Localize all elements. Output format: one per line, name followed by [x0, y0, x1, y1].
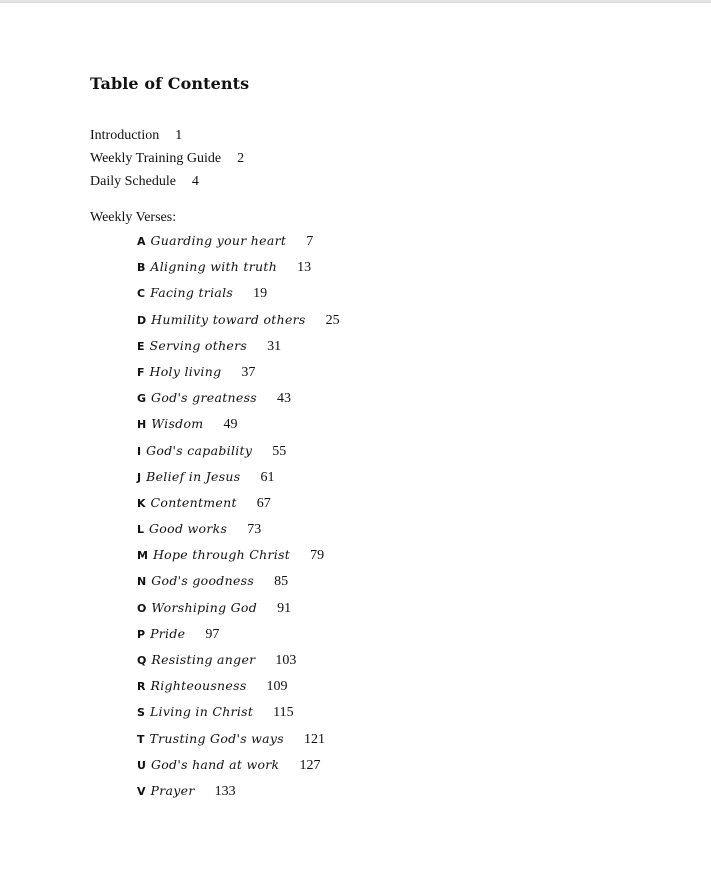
- verse-title: Holy living: [149, 363, 222, 379]
- toc-entry-page: 1: [175, 128, 183, 143]
- verse-page: 19: [253, 286, 268, 302]
- verse-entry: [137, 231, 340, 257]
- verse-page: 109: [266, 679, 288, 695]
- verse-title: Humility toward others: [151, 311, 306, 327]
- verse-page: 85: [274, 574, 289, 590]
- verse-letter: R: [137, 680, 146, 694]
- verse-entry: [137, 441, 340, 467]
- verse-title: Resisting anger: [151, 652, 256, 667]
- toc-entry: [90, 126, 244, 149]
- verse-title: God's goodness: [151, 573, 255, 589]
- toc-entry-page: 4: [191, 174, 199, 189]
- verse-entry: [137, 545, 340, 571]
- verse-entry: [137, 388, 340, 414]
- verse-page: 25: [325, 312, 340, 328]
- verse-letter: E: [137, 339, 145, 353]
- verse-letter: N: [137, 575, 147, 589]
- verse-title: Good works: [149, 521, 228, 537]
- verse-entry: [137, 702, 340, 728]
- verse-page: 115: [273, 705, 294, 721]
- verse-title: Wisdom: [151, 416, 204, 432]
- verse-letter: F: [137, 365, 145, 379]
- toc-entry: [90, 149, 244, 172]
- verse-entry: [137, 257, 340, 283]
- verse-entry: [137, 362, 340, 388]
- verse-entry: [137, 624, 340, 650]
- verse-page: 55: [272, 443, 287, 459]
- verses-heading: Weekly Verses:: [90, 210, 177, 225]
- verse-title: Righteousness: [150, 678, 247, 694]
- toc-entry-page: 2: [237, 151, 245, 166]
- verse-letter: T: [137, 732, 145, 746]
- verse-page: 97: [205, 626, 220, 642]
- verse-page: 37: [241, 364, 256, 380]
- verse-entry: [137, 729, 340, 755]
- verse-page: 133: [214, 783, 236, 799]
- toc-entry-label: Weekly Training Guide: [90, 151, 222, 166]
- verse-title: Guarding your heart: [150, 233, 287, 248]
- verse-entry: [137, 755, 340, 781]
- verse-title: Contentment: [150, 494, 237, 510]
- toc-entry-label: Daily Schedule: [90, 174, 176, 189]
- verse-entry: [137, 650, 340, 676]
- verse-title: Belief in Jesus: [146, 468, 241, 484]
- verse-title: Worshiping God: [151, 599, 258, 615]
- verse-entry: [137, 336, 340, 362]
- verse-page: 79: [310, 548, 325, 564]
- verse-letter: J: [137, 470, 142, 484]
- verse-letter: G: [137, 392, 147, 406]
- verse-title: God's greatness: [151, 390, 257, 406]
- verse-title: God's hand at work: [150, 756, 280, 772]
- verse-title: Prayer: [150, 782, 195, 798]
- verse-letter: O: [137, 601, 147, 615]
- verse-entry: [137, 310, 340, 336]
- verse-page: 61: [260, 469, 275, 485]
- verse-title: God's capability: [146, 442, 253, 458]
- verse-title: Serving others: [149, 337, 248, 353]
- verse-letter: L: [137, 523, 145, 537]
- verse-letter: M: [137, 549, 148, 563]
- verse-page: 103: [275, 653, 297, 668]
- verse-letter: A: [137, 235, 146, 248]
- verse-page: 127: [299, 757, 321, 773]
- verse-title: Trusting God's ways: [149, 730, 285, 746]
- verse-page: 49: [223, 417, 238, 433]
- verse-letter: Q: [137, 654, 147, 667]
- verse-title: Living in Christ: [149, 704, 254, 720]
- verse-letter: P: [137, 627, 146, 641]
- verse-title: Hope through Christ: [152, 547, 291, 563]
- verse-list: [137, 231, 340, 807]
- verse-entry: [137, 781, 340, 807]
- verse-letter: K: [137, 496, 146, 510]
- verse-title: Facing trials: [150, 285, 234, 301]
- verse-entry: [137, 598, 340, 624]
- toc-entry: [90, 172, 244, 195]
- verse-entry: [137, 571, 340, 597]
- verse-title: Pride: [150, 625, 186, 641]
- verse-letter: D: [137, 313, 147, 327]
- verse-title: Aligning with truth: [150, 259, 278, 275]
- verse-page: 43: [277, 391, 291, 407]
- verse-entry: [137, 283, 340, 309]
- verse-page: 73: [247, 522, 262, 538]
- verse-page: 13: [297, 260, 312, 276]
- verse-letter: H: [137, 418, 147, 432]
- main-entries-list: [90, 126, 244, 195]
- verse-entry: [137, 676, 340, 702]
- verse-page: 31: [267, 338, 282, 354]
- verse-entry: [137, 414, 340, 440]
- verse-entry: [137, 467, 340, 493]
- verse-letter: C: [137, 287, 146, 301]
- verse-page: 121: [304, 731, 326, 747]
- toc-entry-label: Introduction: [90, 128, 160, 143]
- verse-entry: [137, 493, 340, 519]
- verse-page: 67: [256, 495, 271, 511]
- verse-letter: I: [137, 444, 142, 458]
- verse-letter: S: [137, 706, 145, 720]
- verse-page: 91: [277, 600, 292, 616]
- verse-entry: [137, 519, 340, 545]
- page-title: Table of Contents: [90, 74, 250, 93]
- verse-letter: B: [137, 261, 146, 275]
- verse-page: 7: [306, 234, 314, 249]
- verse-letter: V: [137, 784, 146, 798]
- verse-letter: U: [137, 758, 146, 772]
